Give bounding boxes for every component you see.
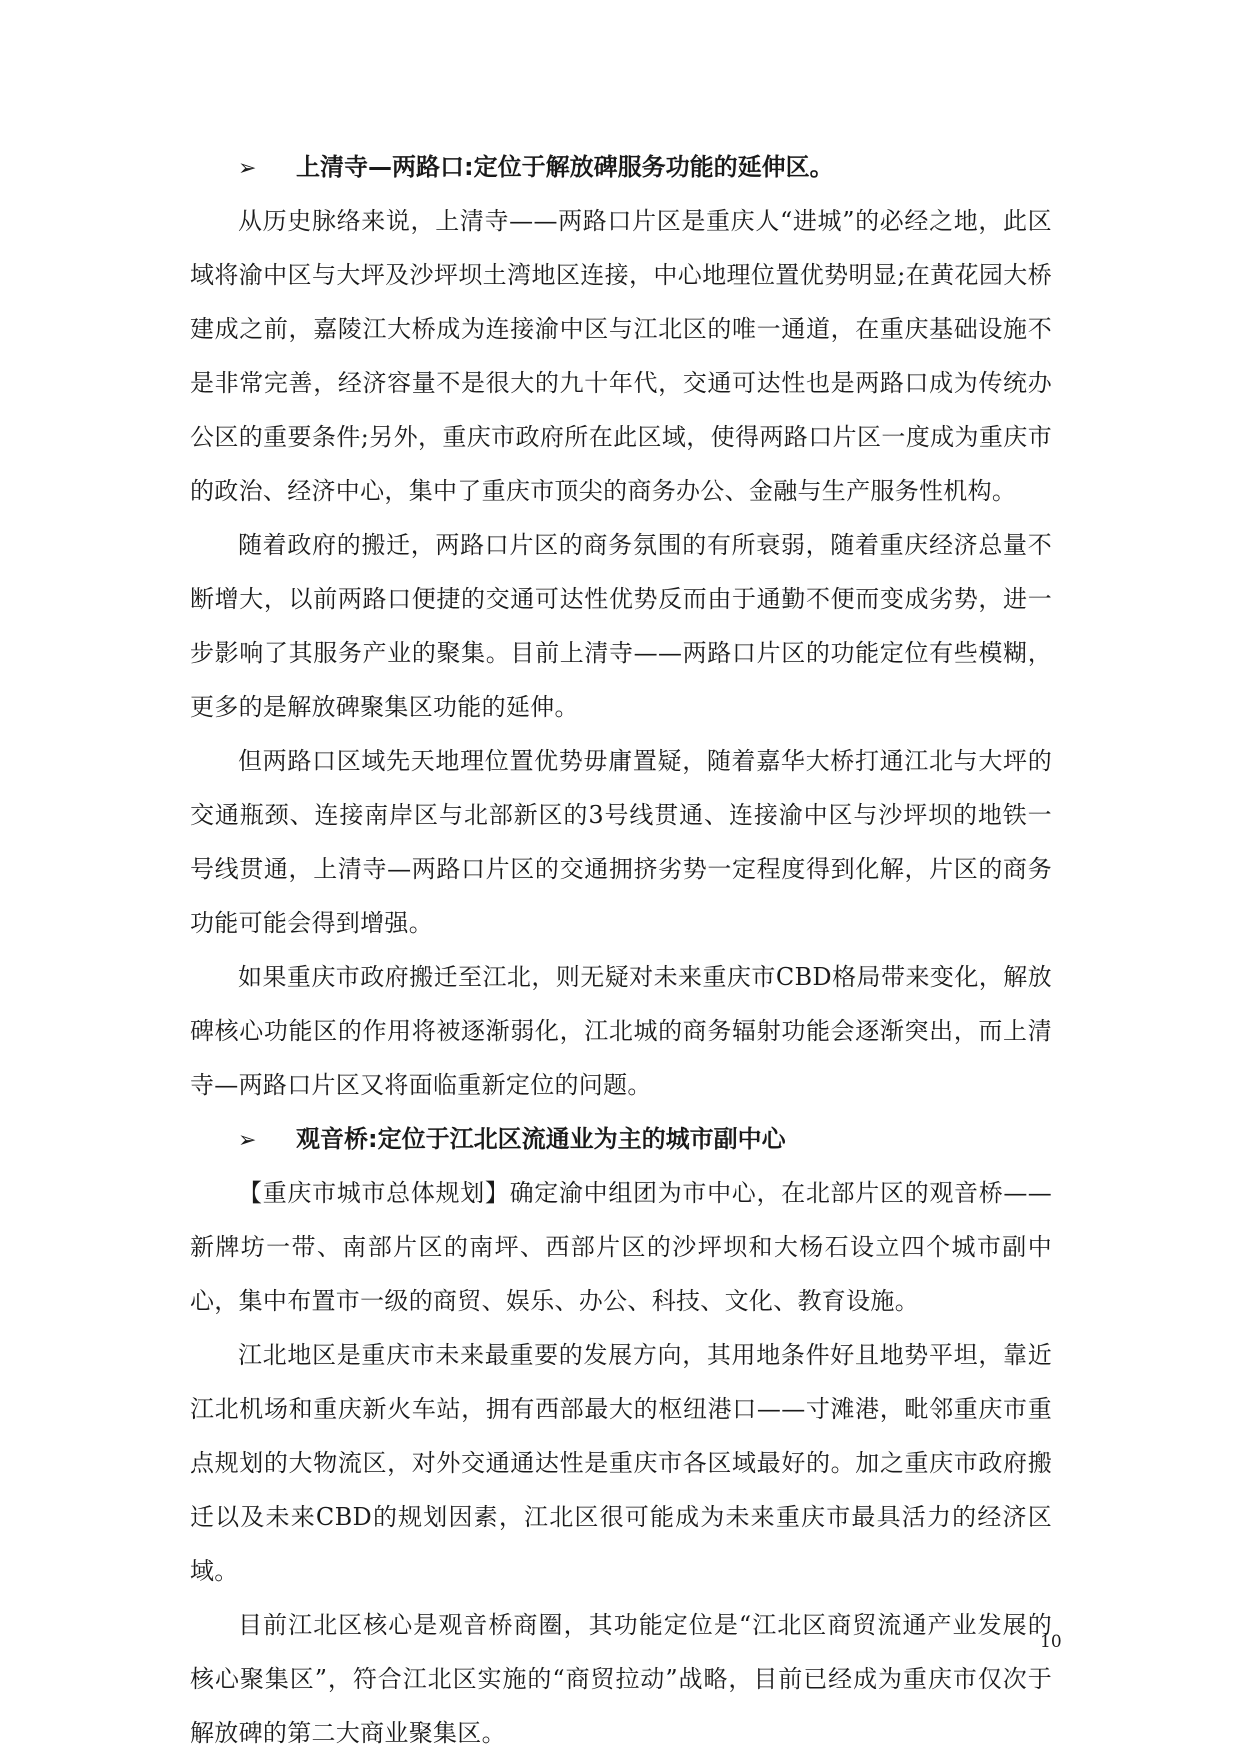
section-heading-text: 观音桥:定位于江北区流通业为主的城市副中心 — [296, 1125, 786, 1153]
paragraph: 如果重庆市政府搬迁至江北，则无疑对未来重庆市CBD格局带来变化，解放碑核心功能区的作用将被逐渐弱化，江北城的商务辐射功能会逐渐突出，而上清寺—两路口片区又将面临重新定位的问题。 — [190, 963, 1052, 1099]
paragraph: 目前江北区核心是观音桥商圈，其功能定位是“江北区商贸流通产业发展的核心聚集区”，符合江北区实施的“商贸拉动”战略，目前已经成为重庆市仅次于解放碑的第二大商业聚集区。 — [190, 1611, 1052, 1747]
section-heading-text: 上清寺—两路口:定位于解放碑服务功能的延伸区。 — [296, 153, 834, 181]
arrow-bullet-icon: ➢ — [238, 156, 257, 181]
paragraph: 【重庆市城市总体规划】确定渝中组团为市中心，在北部片区的观音桥——新牌坊一带、南部片区的南坪、西部片区的沙坪坝和大杨石设立四个城市副中心，集中布置市一级的商贸、娱乐、办公、科技、文化、教育设施。 — [190, 1179, 1052, 1315]
page-number: 10 — [1040, 1632, 1062, 1652]
arrow-bullet-icon: ➢ — [238, 1128, 257, 1153]
section-heading — [190, 140, 1052, 194]
paragraph: 但两路口区域先天地理位置优势毋庸置疑，随着嘉华大桥打通江北与大坪的交通瓶颈、连接南岸区与北部新区的3号线贯通、连接渝中区与沙坪坝的地铁一号线贯通，上清寺—两路口片区的交通拥挤劣势一定程度得到化解，片区的商务功能可能会得到增强。 — [190, 747, 1052, 937]
section-heading — [190, 1112, 1052, 1166]
paragraph: 从历史脉络来说，上清寺——两路口片区是重庆人“进城”的必经之地，此区域将渝中区与大坪及沙坪坝土湾地区连接，中心地理位置优势明显;在黄花园大桥建成之前，嘉陵江大桥成为连接渝中区与江北区的唯一通道，在重庆基础设施不是非常完善，经济容量不是很大的九十年代，交通可达性也是两路口成为传统办公区的重要条件;另外，重庆市政府所在此区域，使得两路口片区一度成为重庆市的政治、经济中心，集中了重庆市顶尖的商务办公、金融与生产服务性机构。 — [190, 207, 1052, 505]
document-page — [190, 140, 1052, 1760]
paragraph: 江北地区是重庆市未来最重要的发展方向，其用地条件好且地势平坦，靠近江北机场和重庆新火车站，拥有西部最大的枢纽港口——寸滩港，毗邻重庆市重点规划的大物流区，对外交通通达性是重庆市各区域最好的。加之重庆市政府搬迁以及未来CBD的规划因素，江北区很可能成为未来重庆市最具活力的经济区域。 — [190, 1341, 1052, 1585]
paragraph: 随着政府的搬迁，两路口片区的商务氛围的有所衰弱，随着重庆经济总量不断增大，以前两路口便捷的交通可达性优势反而由于通勤不便而变成劣势，进一步影响了其服务产业的聚集。目前上清寺——两路口片区的功能定位有些模糊，更多的是解放碑聚集区功能的延伸。 — [190, 531, 1052, 721]
